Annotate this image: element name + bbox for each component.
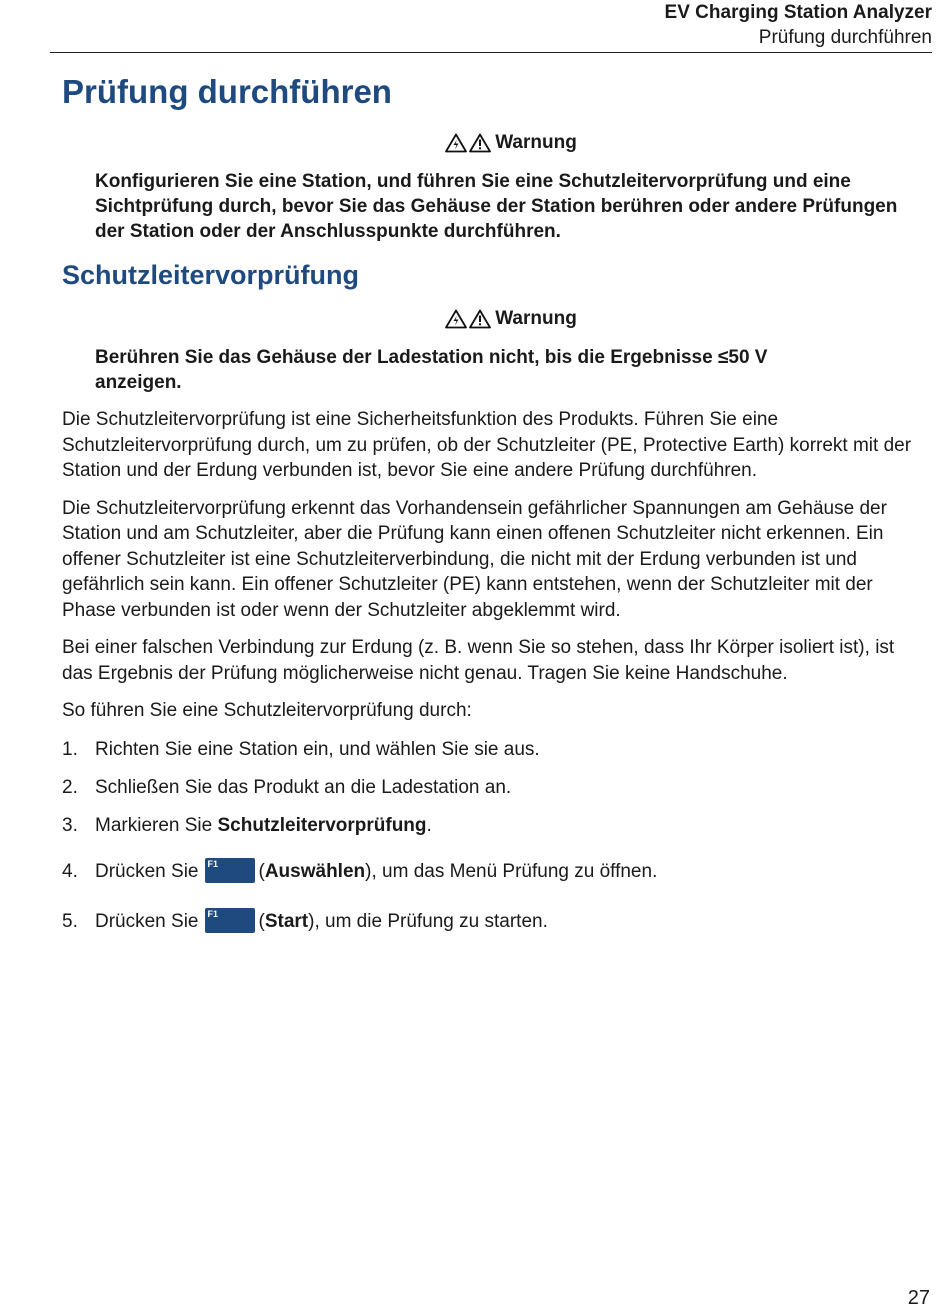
step-text-pre: Markieren Sie <box>95 814 218 836</box>
step-text: Schließen Sie das Produkt an die Ladestation an. <box>95 776 512 798</box>
list-item <box>62 775 928 800</box>
warning-triangle-icon <box>469 309 491 329</box>
section-title: Schutzleitervorprüfung <box>62 260 360 290</box>
list-item <box>62 858 928 884</box>
step-text-post: ), um die Prüfung zu starten. <box>308 910 548 932</box>
procedure-steps <box>62 737 928 934</box>
step-text-pre: Drücken Sie <box>95 910 199 932</box>
step-number: 5. <box>62 910 78 932</box>
header-divider <box>50 52 932 53</box>
step-number: 2. <box>62 776 78 798</box>
body-paragraph: Die Schutzleitervorprüfung erkennt das Vorhandensein gefährlicher Spannungen am Gehäuse der Station und am Schutzleiter, aber die Prüfung kann einen offenen Schutzleiter nicht erkennen. Ein offener Schutzleiter ist eine Schutzleiterverbindung, die nicht mit der Erdung verbunden ist und gefährlich sein kann. Ein offener Schutzleiter (PE) kann entstehen, wenn der Schutzleiter mit der Phase verbunden ist oder wenn der Schutzleiter abgeklemmt wird. <box>62 497 887 621</box>
f1-key-icon <box>205 908 255 933</box>
page-content <box>62 72 928 934</box>
header-product: EV Charging Station Analyzer <box>664 2 932 23</box>
warning-text: Konfigurieren Sie eine Station, und führen Sie eine Schutzleitervorprüfung und eine Sichtprüfung durch, bevor Sie das Gehäuse der Station berühren oder andere Prüfungen der Station oder der Anschlusspunkte durchführen. <box>95 171 898 242</box>
warning-heading <box>62 307 928 331</box>
warning-text: Berühren Sie das Gehäuse der Ladestation nicht, bis die Ergebnisse ≤50 V anzeigen. <box>95 347 768 393</box>
f1-key-label: F1 <box>207 908 219 919</box>
step-text <box>95 908 548 934</box>
step-paren-open: ( <box>258 910 265 932</box>
warning-heading <box>62 131 928 155</box>
step-number: 4. <box>62 860 78 882</box>
step-text-pre: Drücken Sie <box>95 860 199 882</box>
warning-label: Warnung <box>495 132 577 153</box>
warning-label: Warnung <box>495 308 577 329</box>
warning-shock-icon <box>445 309 467 329</box>
step-emphasis: Start <box>264 910 309 932</box>
header-section: Prüfung durchführen <box>758 27 932 48</box>
f1-key-label: F1 <box>207 858 219 869</box>
warning-triangle-icon <box>469 133 491 153</box>
procedure-intro: So führen Sie eine Schutzleitervorprüfung durch: <box>62 700 472 721</box>
page-number: 27 <box>907 1287 930 1309</box>
f1-key-icon <box>205 858 255 883</box>
warning-icons <box>445 133 491 153</box>
step-text <box>95 813 432 838</box>
body-paragraph: Die Schutzleitervorprüfung ist eine Sicherheitsfunktion des Produkts. Führen Sie eine Schutzleitervorprüfung durch, um zu prüfen, ob der Schutzleiter (PE, Protective Earth) korrekt mit der Station und der Erdung verbunden ist, bevor Sie eine andere Prüfung durchführen. <box>62 409 912 481</box>
step-paren-open: ( <box>258 860 265 882</box>
list-item <box>62 737 928 762</box>
warning-icons <box>445 309 491 329</box>
list-item <box>62 813 928 838</box>
step-number: 3. <box>62 814 78 836</box>
step-emphasis: Schutzleitervorprüfung <box>217 814 427 836</box>
step-text: Richten Sie eine Station ein, und wählen Sie sie aus. <box>95 738 540 760</box>
step-text <box>95 858 657 884</box>
body-paragraph: Bei einer falschen Verbindung zur Erdung (z. B. wenn Sie so stehen, dass Ihr Körper isoliert ist), ist das Ergebnis der Prüfung möglicherweise nicht genau. Tragen Sie keine Handschuhe. <box>62 637 895 684</box>
step-number: 1. <box>62 738 78 760</box>
warning-shock-icon <box>445 133 467 153</box>
step-emphasis: Auswählen <box>264 860 366 882</box>
list-item <box>62 908 928 934</box>
step-text-post: ), um das Menü Prüfung zu öffnen. <box>365 860 658 882</box>
step-text-post: . <box>426 814 432 836</box>
running-header <box>665 0 932 50</box>
page-title: Prüfung durchführen <box>62 73 392 110</box>
